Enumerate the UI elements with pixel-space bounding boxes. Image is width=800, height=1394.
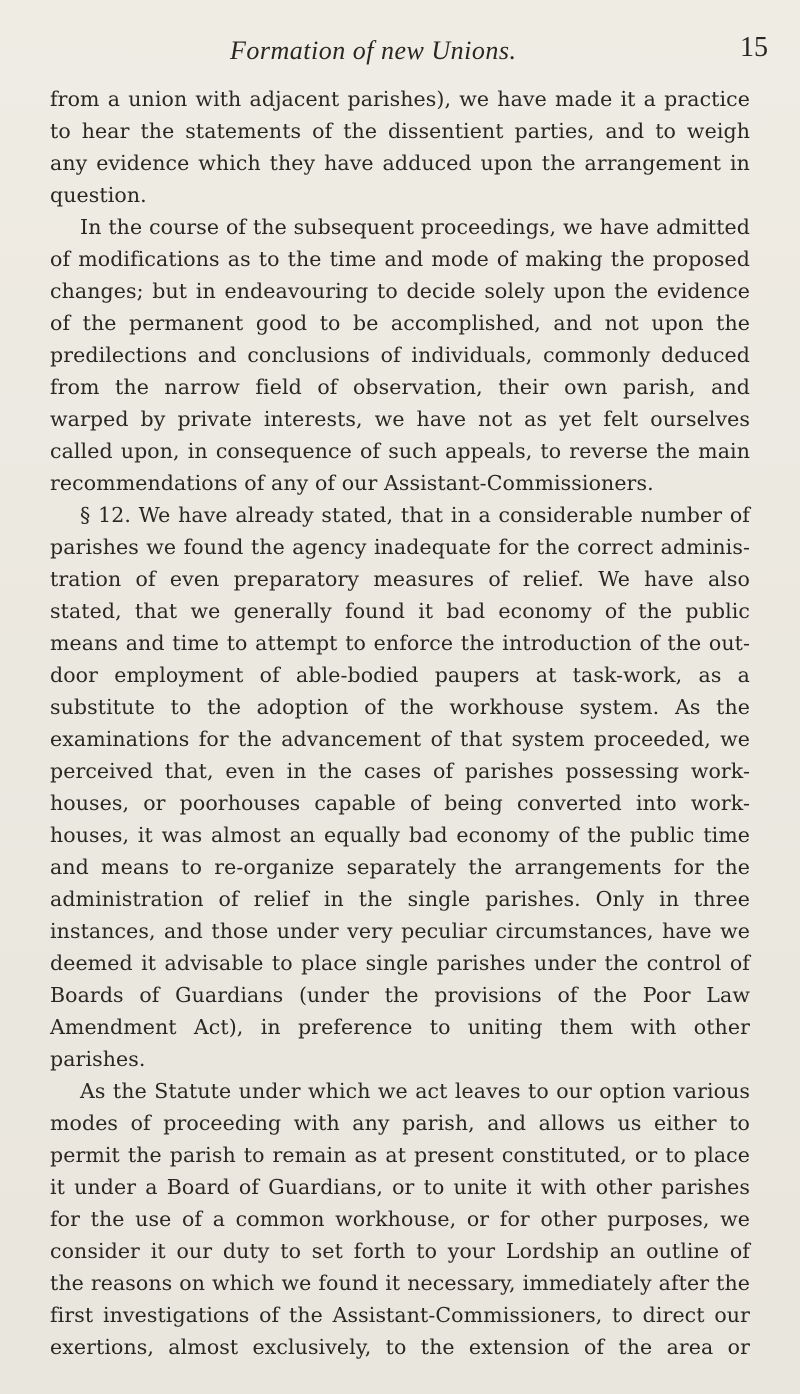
text-line: perceived that, even in the cases of parishes possessing work- [50, 759, 750, 783]
text-line: changes; but in endeavouring to decide solely upon the evidence [50, 279, 750, 303]
running-head [0, 22, 800, 65]
text-line: Amendment Act), in preference to uniting them with other [50, 1015, 750, 1039]
text-line: the reasons on which we found it necessary, immediately after the [50, 1271, 750, 1295]
text-line: houses, it was almost an equally bad economy of the public time [50, 823, 750, 847]
text-line: houses, or poorhouses capable of being converted into work- [50, 791, 750, 815]
page-number: 15 [740, 32, 768, 63]
text-line: for the use of a common workhouse, or for other purposes, we [50, 1207, 750, 1231]
text-line: to hear the statements of the dissentient parties, and to weigh [50, 119, 750, 143]
text-line: administration of relief in the single parishes. Only in three [50, 887, 750, 911]
text-line: instances, and those under very peculiar circumstances, have we [50, 919, 750, 943]
text-line: means and time to attempt to enforce the introduction of the out- [50, 631, 750, 655]
text-line: warped by private interests, we have not as yet felt ourselves [50, 407, 750, 431]
text-line: substitute to the adoption of the workhouse system. As the [50, 695, 750, 719]
text-line: exertions, almost exclusively, to the extension of the area or [50, 1335, 750, 1359]
text-line: parishes we found the agency inadequate for the correct adminis- [50, 535, 750, 559]
text-line: stated, that we generally found it bad economy of the public [50, 599, 750, 623]
paragraph-start-line: As the Statute under which we act leaves to our option various [80, 1079, 750, 1103]
running-title: Formation of new Unions. [230, 36, 517, 65]
text-line: of the permanent good to be accomplished, and not upon the [50, 311, 750, 335]
text-line: of modifications as to the time and mode of making the proposed [50, 247, 750, 271]
text-line: recommendations of any of our Assistant-Commissioners. [50, 471, 654, 495]
text-line: door employment of able-bodied paupers at task-work, as a [50, 663, 750, 687]
text-line: modes of proceeding with any parish, and allows us either to [50, 1111, 750, 1135]
text-line: Boards of Guardians (under the provisions of the Poor Law [50, 983, 750, 1007]
text-line: from a union with adjacent parishes), we have made it a practice [50, 87, 750, 111]
text-line: and means to re-organize separately the arrangements for the [50, 855, 750, 879]
text-line: called upon, in consequence of such appeals, to reverse the main [50, 439, 750, 463]
text-line: any evidence which they have adduced upon the arrangement in [50, 151, 750, 175]
section-12-start-line: § 12. We have already stated, that in a considerable number of [80, 503, 750, 527]
text-line: it under a Board of Guardians, or to unite it with other parishes [50, 1175, 750, 1199]
text-line: permit the parish to remain as at present constituted, or to place [50, 1143, 750, 1167]
text-line: consider it our duty to set forth to your Lordship an outline of [50, 1239, 750, 1263]
text-line: from the narrow field of observation, their own parish, and [50, 375, 750, 399]
text-line: predilections and conclusions of individuals, commonly deduced [50, 343, 750, 367]
text-line: parishes. [50, 1047, 146, 1071]
text-line: examinations for the advancement of that system proceeded, we [50, 727, 750, 751]
text-line: deemed it advisable to place single parishes under the control of [50, 951, 750, 975]
text-line: tration of even preparatory measures of relief. We have also [50, 567, 750, 591]
paragraph-start-line: In the course of the subsequent proceedings, we have admitted [80, 215, 750, 239]
text-line: first investigations of the Assistant-Commissioners, to direct our [50, 1303, 750, 1327]
text-line: question. [50, 183, 147, 207]
